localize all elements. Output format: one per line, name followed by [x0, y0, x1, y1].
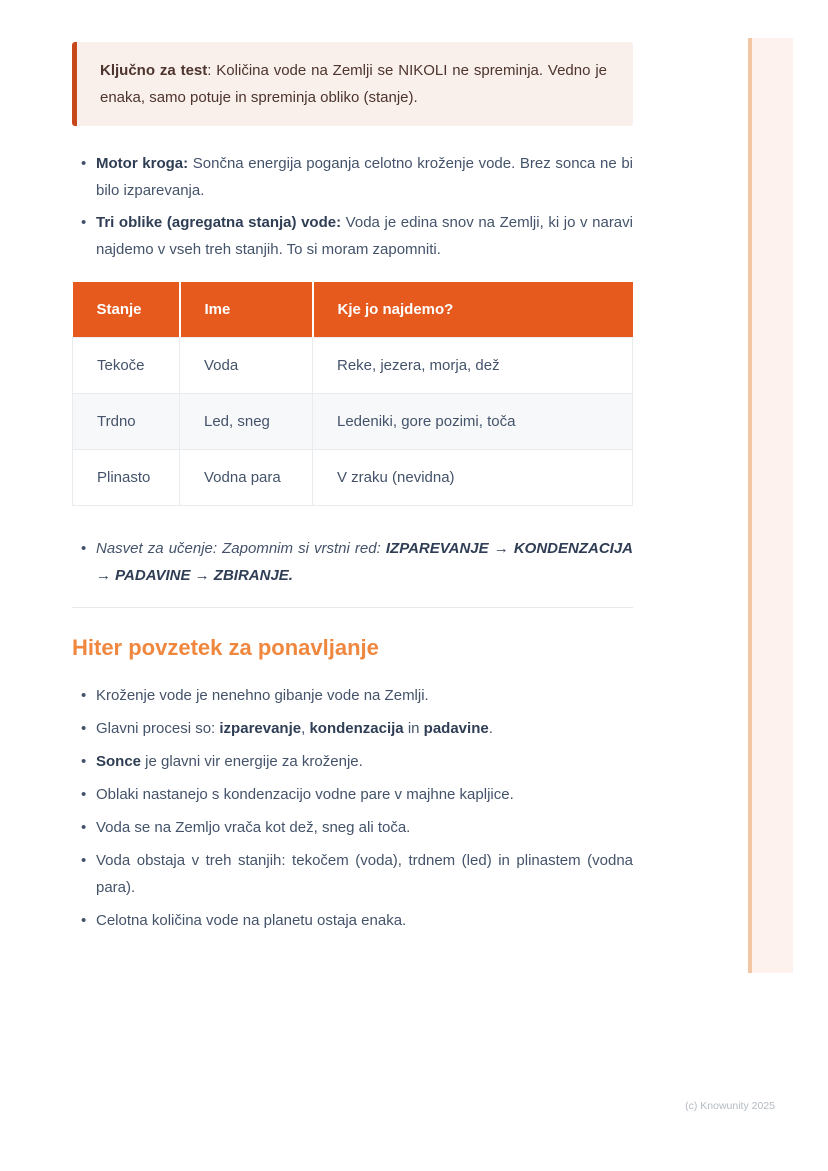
list-item: • Kroženje vode je nenehno gibanje vode na Zemlji. [72, 682, 633, 709]
study-tip-list [72, 535, 633, 589]
summary-heading: Hiter povzetek za ponavljanje [72, 635, 379, 660]
list-item: • Tri oblike (agregatna stanja) vode: Voda je edina snov na Zemlji, ki jo v naravi najdemo v vseh treh stanjih. To si moram zapomniti. [72, 209, 633, 263]
table-cell: Reke, jezera, morja, dež [313, 338, 633, 394]
table-header-row [73, 282, 633, 338]
section-divider [72, 607, 633, 608]
water-states-table [72, 282, 633, 506]
list-item: • Sonce je glavni vir energije za kroženje. [72, 748, 633, 775]
list-item: • Glavni procesi so: izparevanje, kondenzacija in padavine. [72, 715, 633, 742]
list-item: • Voda se na Zemljo vrača kot dež, sneg ali toča. [72, 814, 633, 841]
summary-bullet-list [72, 682, 633, 934]
study-tip-item: • Nasvet za učenje: Zapomnim si vrstni red: IZPAREVANJE → KONDENZACIJA → PADAVINE → ZBIRANJE. [72, 535, 633, 589]
list-item: • Voda obstaja v treh stanjih: tekočem (voda), trdnem (led) in plinastem (vodna para). [72, 847, 633, 901]
table-row [73, 394, 633, 450]
list-item: • Motor kroga: Sončna energija poganja celotno kroženje vode. Brez sonca ne bi bilo izparevanja. [72, 150, 633, 204]
table-header-cell: Ime [180, 282, 313, 338]
table-cell: V zraku (nevidna) [313, 450, 633, 506]
table-row [73, 450, 633, 506]
list-item: • Celotna količina vode na planetu ostaja enaka. [72, 907, 633, 934]
table-cell: Plinasto [73, 450, 180, 506]
copyright-footer: (c) Knowunity 2025 [685, 1100, 775, 1112]
list-item: • Oblaki nastanejo s kondenzacijo vodne pare v majhne kapljice. [72, 781, 633, 808]
table-cell: Tekoče [73, 338, 180, 394]
table-row [73, 338, 633, 394]
table-cell: Trdno [73, 394, 180, 450]
key-for-test-callout: Ključno za test: Količina vode na Zemlji se NIKOLI ne spreminja. Vedno je enaka, samo potuje in spreminja obliko (stanje). [72, 42, 633, 126]
table-header-cell: Stanje [73, 282, 180, 338]
table-header-cell: Kje jo najdemo? [313, 282, 633, 338]
table-cell: Ledeniki, gore pozimi, toča [313, 394, 633, 450]
table-cell: Voda [180, 338, 313, 394]
page-edge-stripe-band [752, 38, 793, 973]
document-content [72, 42, 633, 934]
table-cell: Led, sneg [180, 394, 313, 450]
intro-bullet-list [72, 150, 633, 263]
table-cell: Vodna para [180, 450, 313, 506]
